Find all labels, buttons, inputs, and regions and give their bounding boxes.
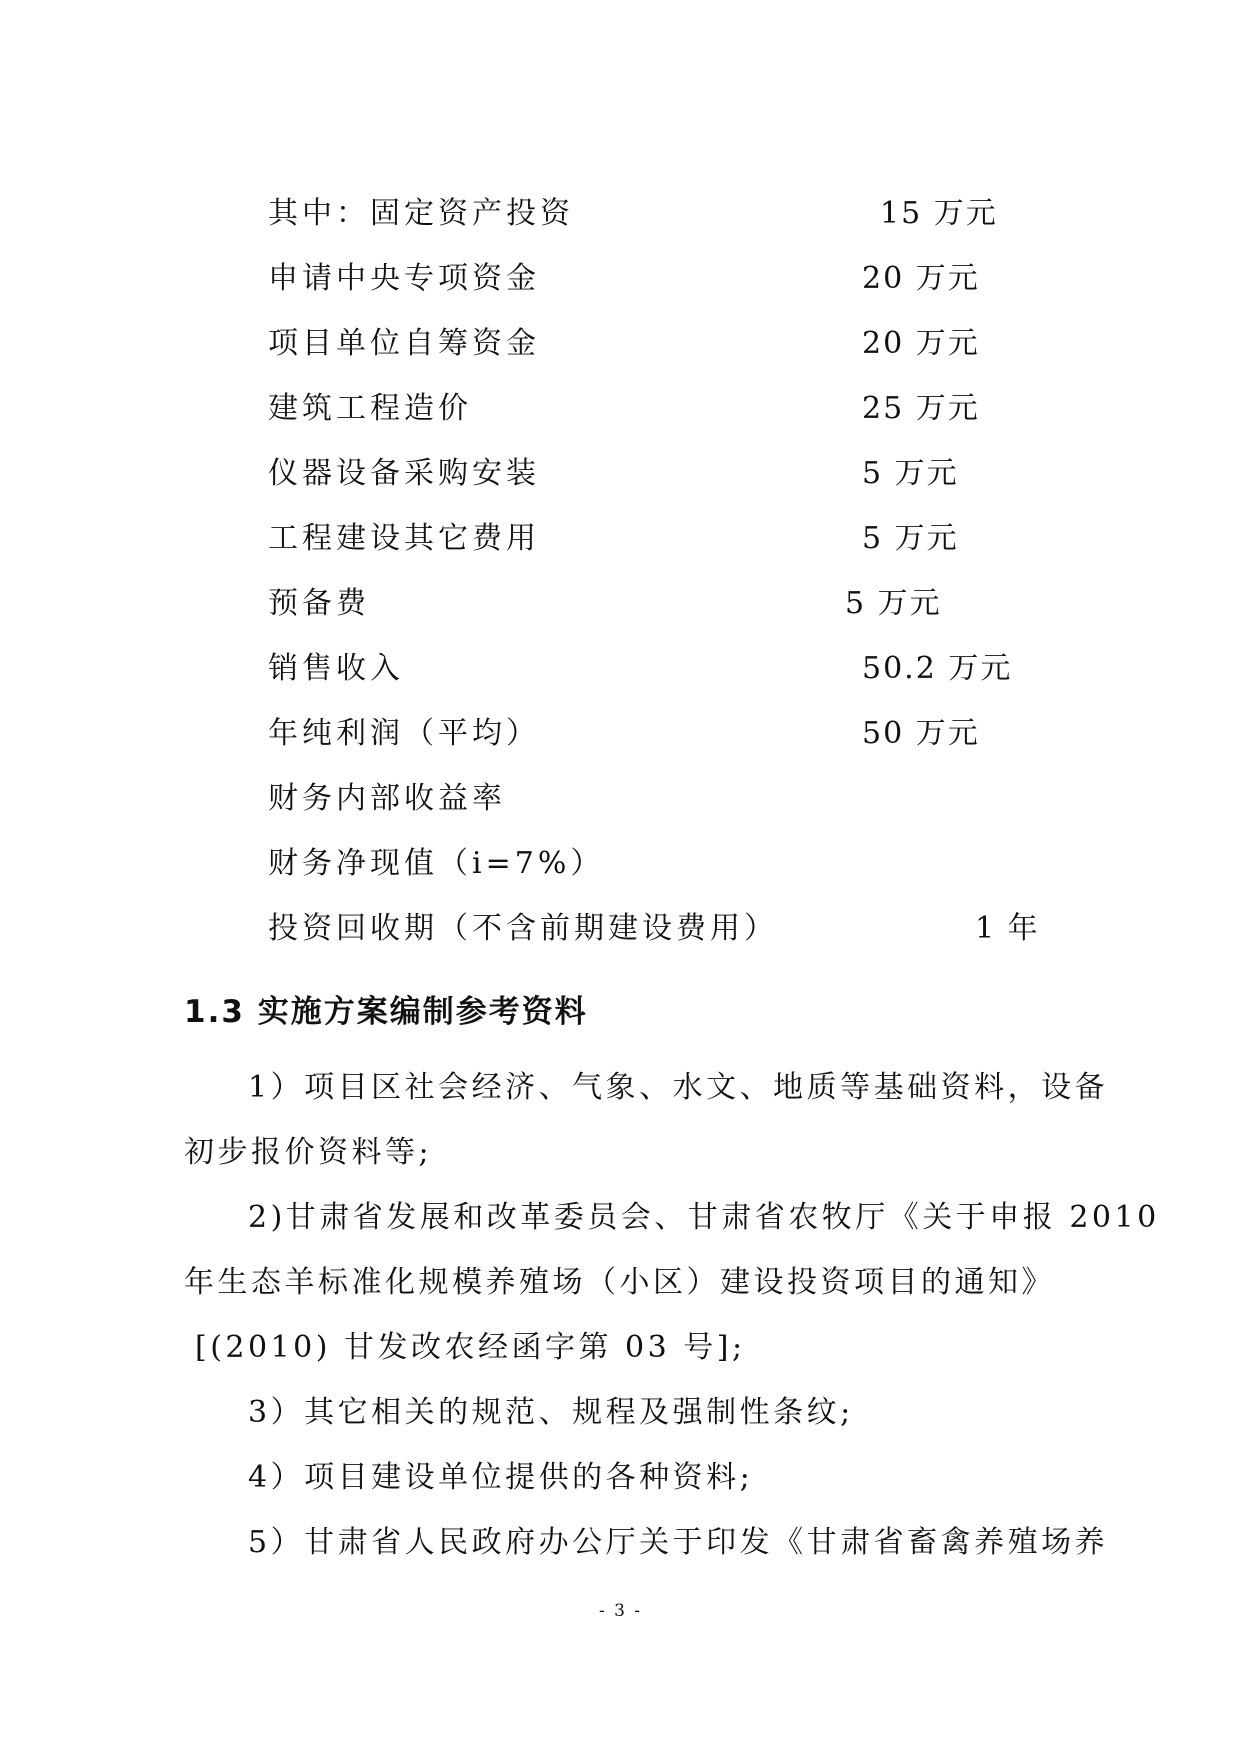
item-label-central-funds: 申请中央专项资金	[268, 261, 540, 296]
item-value-central-funds: 20 万元	[862, 261, 980, 296]
reference-item-2-line-1: 2)甘肃省发展和改革委员会、甘肃省农牧厅《关于申报 2010	[248, 1200, 1160, 1235]
reference-item-1-line-1: 1）项目区社会经济、气象、水文、地质等基础资料，设备	[248, 1070, 1109, 1105]
reference-item-2-line-2: 年生态羊标准化规模养殖场（小区）建设投资项目的通知》	[184, 1265, 1055, 1300]
item-label-equipment: 仪器设备采购安装	[268, 456, 540, 491]
item-label-npv: 财务净现值（i=7%）	[268, 846, 605, 881]
item-value-sales-revenue: 50.2 万元	[862, 651, 1013, 686]
reference-item-5-line-1: 5）甘肃省人民政府办公厅关于印发《甘肃省畜禽养殖场养	[248, 1525, 1109, 1560]
item-label-fixed-assets: 其中：固定资产投资	[268, 196, 574, 231]
reference-item-3: 3）其它相关的规范、规程及强制性条纹;	[248, 1395, 854, 1430]
item-value-reserve: 5 万元	[845, 586, 942, 621]
reference-item-1-line-2: 初步报价资料等;	[184, 1135, 433, 1170]
section-heading: 1.3 实施方案编制参考资料	[184, 994, 588, 1030]
reference-item-2-line-3: [(2010) 甘发改农经函字第 03 号];	[195, 1330, 746, 1365]
item-label-irr: 财务内部收益率	[268, 781, 506, 816]
item-label-reserve: 预备费	[268, 586, 370, 621]
item-value-self-raised-funds: 20 万元	[862, 326, 980, 361]
reference-item-4: 4）项目建设单位提供的各种资料;	[248, 1460, 754, 1495]
item-value-fixed-assets: 15 万元	[880, 196, 998, 231]
item-label-other-costs: 工程建设其它费用	[268, 521, 540, 556]
item-value-equipment: 5 万元	[862, 456, 959, 491]
item-value-construction-cost: 25 万元	[862, 391, 980, 426]
item-label-self-raised-funds: 项目单位自筹资金	[268, 326, 540, 361]
item-label-construction-cost: 建筑工程造价	[268, 391, 472, 426]
page-number: - 3 -	[598, 1601, 643, 1621]
item-value-annual-profit: 50 万元	[862, 716, 980, 751]
item-label-payback-period: 投资回收期（不含前期建设费用）	[268, 911, 778, 946]
item-label-sales-revenue: 销售收入	[268, 651, 404, 686]
item-value-other-costs: 5 万元	[862, 521, 959, 556]
item-label-annual-profit: 年纯利润（平均）	[268, 716, 540, 751]
item-value-payback-period: 1 年	[975, 911, 1040, 946]
